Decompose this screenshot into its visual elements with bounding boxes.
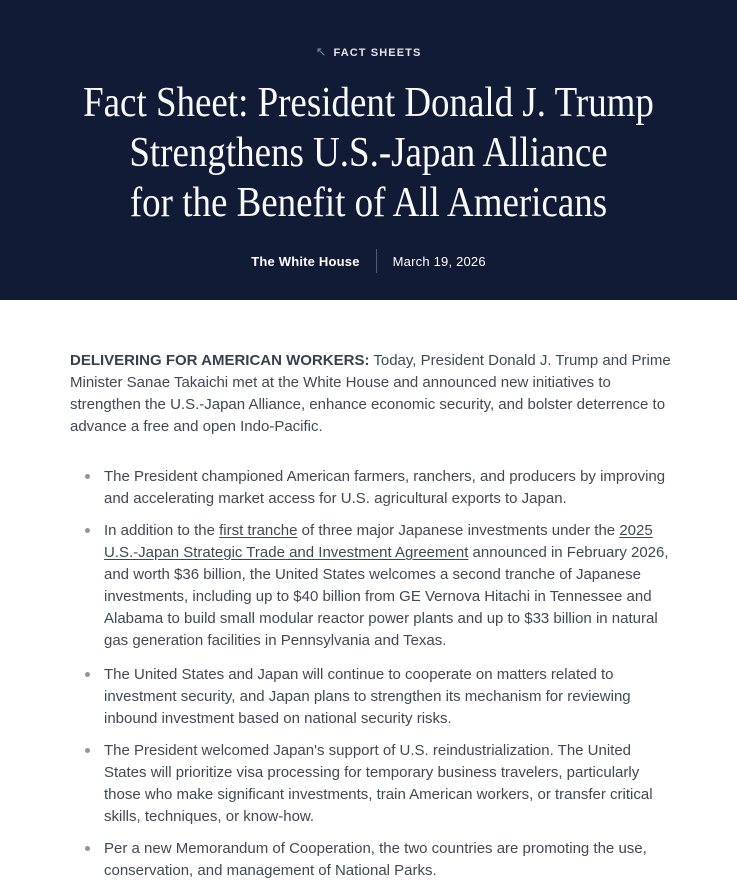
lead-text: Today, President Donald J. Trump and Prime Minister Sanae Takaichi met at the White House and announced new initiatives to strengthen the U.S.-Japan Alliance, enhance economic security, and bolster deterrence to advance a free and open Indo-Pacific.	[70, 352, 671, 435]
bullet-list-2	[70, 664, 677, 882]
list-item	[70, 664, 677, 730]
title-line-2: Strengthens U.S.-Japan Alliance	[129, 130, 608, 176]
list-item	[70, 520, 677, 652]
list-item-text: The President championed American farmers, ranchers, and producers by improving and accelerating market access for U.S. agricultural exports to Japan.	[104, 468, 666, 507]
source-label: The White House	[251, 253, 360, 269]
list-item	[70, 740, 677, 828]
trade-agreement-link[interactable]: 2025 U.S.-Japan Strategic Trade and Investment Agreement	[104, 522, 653, 561]
list-item	[70, 838, 677, 882]
list-item-text: announced in February 2026, and worth $36 billion, the United States welcomes a second tranche of Japanese investments, including up to $40 billion from GE Vernova Hitachi in Tennessee and Alabama to build small modular reactor power plants and up to $33 billion in natural gas generation facilities in Pennsylvania and Texas.	[104, 544, 669, 649]
list-item-text: In addition to the	[104, 522, 220, 539]
arrow-up-left-icon: ↖	[315, 44, 327, 59]
meta-divider	[376, 249, 377, 273]
bullet-list-1	[70, 466, 677, 652]
article-body	[70, 300, 677, 882]
article-meta	[0, 249, 737, 273]
lead-paragraph	[70, 350, 677, 438]
first-tranche-link[interactable]: first tranche	[219, 522, 298, 539]
title-line-3: for the Benefit of All Americans	[129, 180, 608, 226]
page-title	[44, 78, 693, 228]
title-line-1: Fact Sheet: President Donald J. Trump	[83, 80, 654, 126]
list-item-text: Per a new Memorandum of Cooperation, the two countries are promoting the use, conservation, and management of National Parks.	[104, 840, 647, 879]
hero-header	[0, 0, 737, 300]
lead-emphasis: DELIVERING FOR AMERICAN WORKERS:	[70, 352, 370, 369]
list-item-text: The United States and Japan will continue to cooperate on matters related to investment security, and Japan plans to strengthen its mechanism for reviewing inbound investment based on national security risks.	[104, 666, 631, 727]
publish-date: March 19, 2026	[392, 253, 486, 269]
list-item-text: of three major Japanese investments under the	[297, 522, 620, 539]
fact-sheets-breadcrumb[interactable]	[316, 46, 422, 59]
list-item	[70, 466, 677, 510]
list-item-text: The President welcomed Japan's support of U.S. reindustrialization. The United States will prioritize visa processing for temporary business travelers, particularly those who make significant investments, train American workers, or transfer critical skills, techniques, or know-how.	[104, 742, 653, 825]
breadcrumb-label: FACT SHEETS	[333, 46, 422, 59]
